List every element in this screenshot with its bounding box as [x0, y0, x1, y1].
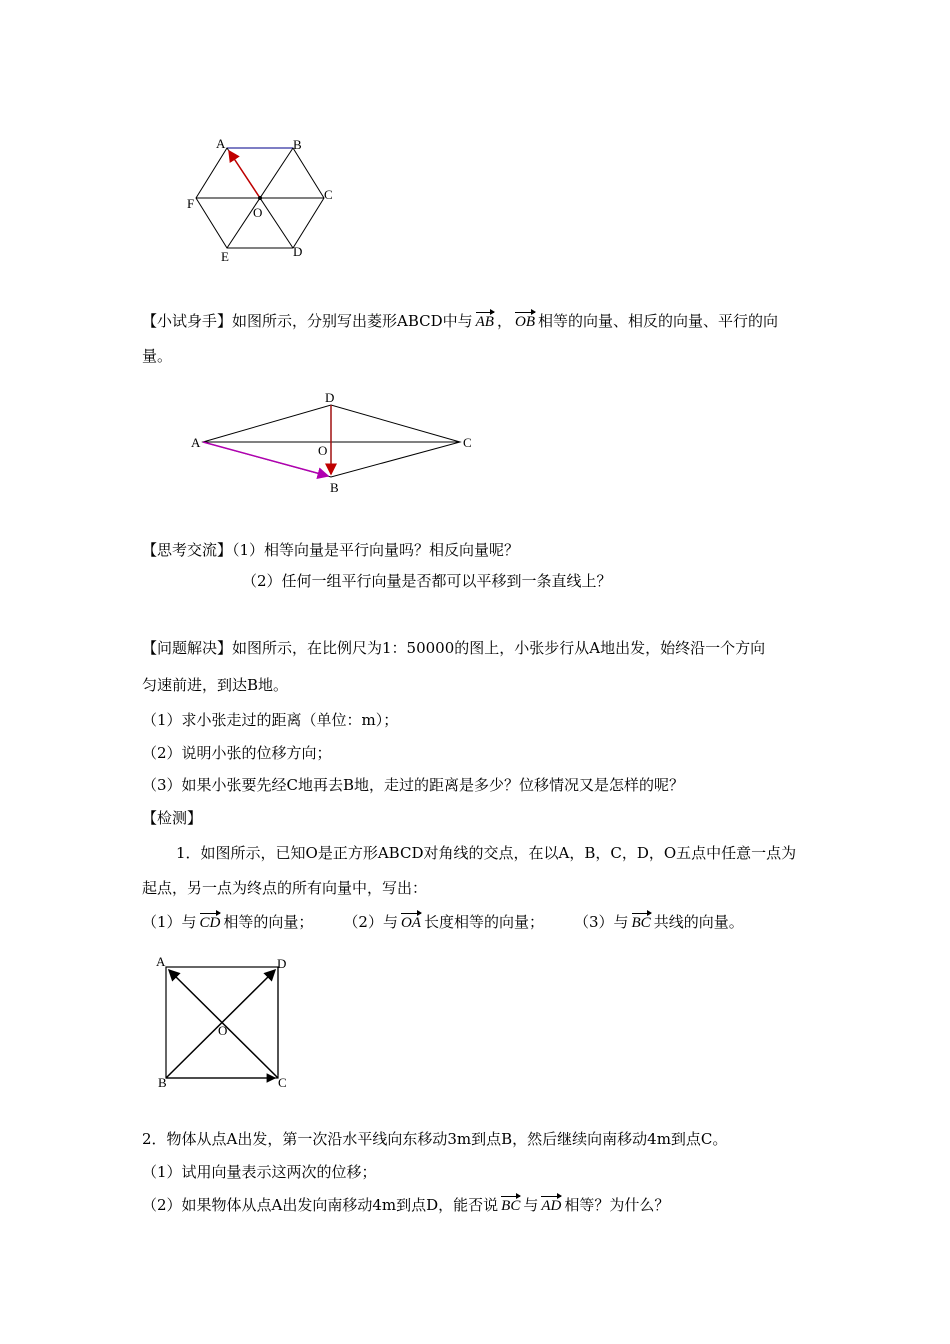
- vector-ob: OB: [514, 314, 535, 330]
- label-c: C: [324, 187, 333, 202]
- vector-ad: AD: [541, 1198, 562, 1214]
- problem-q2: （2）说明小张的位移方向；: [142, 744, 332, 762]
- label-f: F: [187, 196, 195, 211]
- label-b: B: [330, 480, 339, 495]
- label-b: B: [293, 137, 302, 152]
- vector-oa: OA: [400, 915, 421, 931]
- rhombus-figure: [185, 385, 485, 495]
- label-a: A: [156, 954, 166, 969]
- label-d: D: [325, 390, 335, 405]
- vector-ab: AB: [475, 314, 494, 330]
- test-p1-questions: （1）与 CD 相等的向量； （2）与 OA 长度相等的向量； （3）与 BC 共线的向量。: [142, 913, 744, 931]
- problem-q3: （3）如果小张要先经C地再去B地，走过的距离是多少？位移情况又是怎样的呢？: [142, 776, 685, 794]
- label-d: D: [277, 956, 287, 971]
- vector-cd: CD: [199, 915, 221, 931]
- label-a: A: [216, 136, 226, 151]
- problem-line2: 匀速前进，到达B地。: [142, 676, 289, 694]
- problem-q1: （1）求小张走过的距离（单位：m）；: [142, 711, 399, 729]
- test-p2-q1: （1）试用向量表示这两次的位移；: [142, 1163, 377, 1181]
- test-p2-line1: 2．物体从点A出发，第一次沿水平线向东移动3m到点B，然后继续向南移动4m到点C。: [142, 1130, 728, 1148]
- vector-ab-arrow: [203, 442, 328, 476]
- try-it-line1: 【小试身手】如图所示，分别写出菱形ABCD中与 AB ， OB 相等的向量、相反的向量、平行的向: [142, 312, 778, 330]
- rhombus-svg: [185, 385, 485, 495]
- label-c: C: [463, 435, 472, 450]
- label-d: D: [293, 244, 303, 259]
- hexagon-figure: [180, 130, 340, 270]
- problem-line1: 【问题解决】如图所示，在比例尺为1：50000的图上，小张步行从A地出发，始终沿一个方向: [142, 639, 766, 657]
- center-point: [258, 196, 262, 200]
- label-o: O: [218, 1023, 228, 1038]
- square-svg: [150, 950, 300, 1090]
- label-a: A: [191, 435, 201, 450]
- square-figure: [150, 950, 300, 1090]
- vector-bc-2: BC: [501, 1198, 521, 1214]
- test-p1-line2: 起点，另一点为终点的所有向量中，写出：: [142, 879, 428, 897]
- test-p1-line1: 1．如图所示，已知O是正方形ABCD对角线的交点，在以A，B，C，D，O五点中任意一点为: [176, 844, 797, 862]
- test-p2-q2: （2）如果物体从点A出发向南移动4m到点D，能否说 BC 与 AD 相等？为什么？: [142, 1196, 670, 1214]
- label-e: E: [221, 249, 229, 264]
- vector-oa-arrow: [229, 151, 260, 198]
- label-b: B: [158, 1075, 167, 1090]
- label-o: O: [253, 205, 263, 220]
- label-o: O: [318, 443, 328, 458]
- test-heading: 【检测】: [142, 809, 203, 827]
- think-line1: 【思考交流】（1）相等向量是平行向量吗？相反向量呢？: [142, 541, 520, 559]
- think-line2: （2）任何一组平行向量是否都可以平移到一条直线上？: [242, 572, 612, 590]
- hexagon-svg: [180, 130, 340, 270]
- label-c: C: [278, 1075, 287, 1090]
- vector-bc: BC: [631, 915, 651, 931]
- try-it-line2: 量。: [142, 347, 173, 365]
